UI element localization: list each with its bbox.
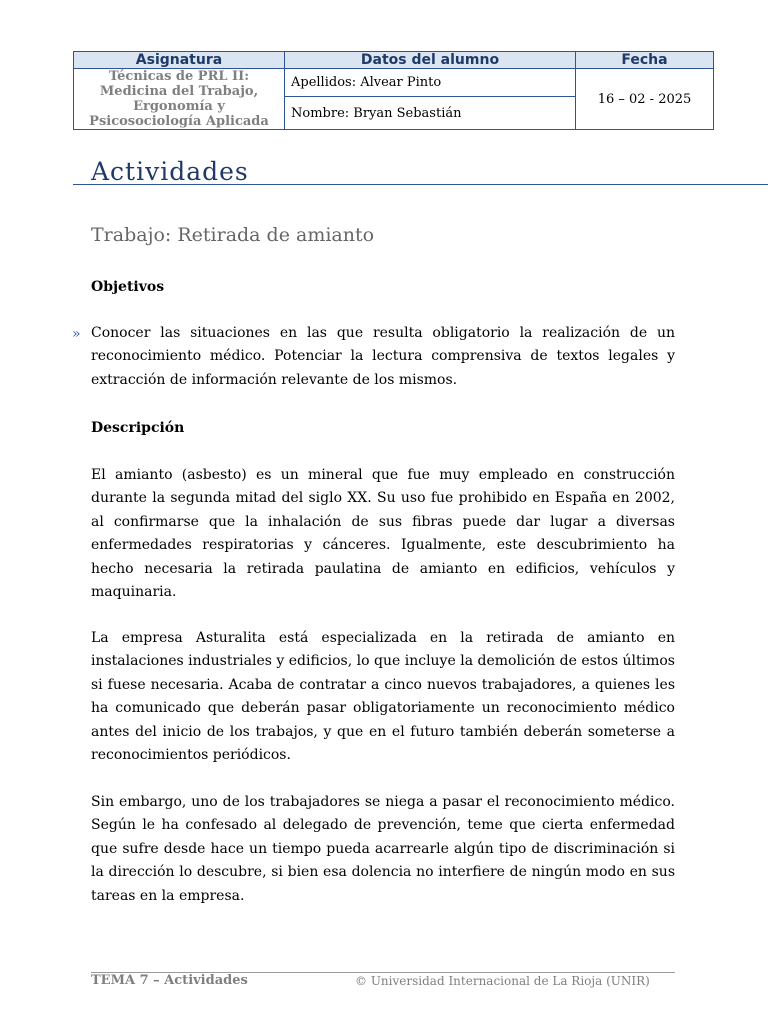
subject-name — [74, 69, 285, 130]
description-paragraph: La empresa Asturalita está especializada en la retirada de amianto en instalaciones industriales y edificios, lo que incluye la demolición de estos últimos si fuese necesaria. Acaba de contratar a cinco nuevos trabajadores, a quienes les ha comunicado que deberán pasar obligatoriamente un reconocimiento médico antes del inicio de los trabajos, y que en el futuro también deberán someterse a reconocimientos periódicos. — [91, 630, 675, 764]
student-name: Nombre: Bryan Sebastián — [285, 97, 576, 130]
bullet-icon: » — [72, 326, 81, 342]
activity-subtitle: Trabajo: Retirada de amianto — [91, 224, 375, 246]
subject-line: Ergonomía y — [133, 99, 225, 114]
header-date-label: Fecha — [576, 52, 714, 69]
header-table — [73, 51, 714, 130]
subject-line: Psicosociología Aplicada — [89, 114, 269, 129]
subject-line: Técnicas de PRL II: — [108, 69, 250, 84]
subject-line: Medicina del Trabajo, — [99, 84, 259, 99]
description-paragraph: El amianto (asbesto) es un mineral que fue muy empleado en construcción durante la segunda mitad del siglo XX. Su uso fue prohibido en España en 2002, al confirmarse que la inhalación de sus fibras puede dar lugar a diversas enfermedades respiratorias y cánceres. Igualmente, este descubrimiento ha hecho necesaria la retirada paulatina de amianto en edificios, vehículos y maquinaria. — [91, 467, 675, 601]
objectives-text: Conocer las situaciones en las que resulta obligatorio la realización de un reconocimiento médico. Potenciar la lectura comprensiva de textos legales y extracción de información relevante de los mismos. — [91, 325, 675, 388]
header-student-label: Datos del alumno — [285, 52, 576, 69]
footer-topic: TEMA 7 – Actividades — [91, 973, 248, 988]
objectives-heading: Objetivos — [91, 279, 165, 295]
title-divider — [73, 184, 768, 185]
header-subject-label: Asignatura — [74, 52, 285, 69]
description-heading: Descripción — [91, 420, 185, 436]
page-title: Actividades — [91, 157, 249, 186]
submission-date: 16 – 02 - 2025 — [576, 69, 714, 130]
footer-copyright: © Universidad Internacional de La Rioja (UNIR) — [355, 974, 650, 988]
student-surname: Apellidos: Alvear Pinto — [285, 69, 576, 97]
description-paragraph: Sin embargo, uno de los trabajadores se niega a pasar el reconocimiento médico. Según le ha confesado al delegado de prevención, teme que cierta enfermedad que sufre desde hace un tiempo pueda acarrearle algún tipo de discriminación si la dirección lo descubre, si bien esa dolencia no interfiere de ningún modo en sus tareas en la empresa. — [91, 794, 675, 904]
